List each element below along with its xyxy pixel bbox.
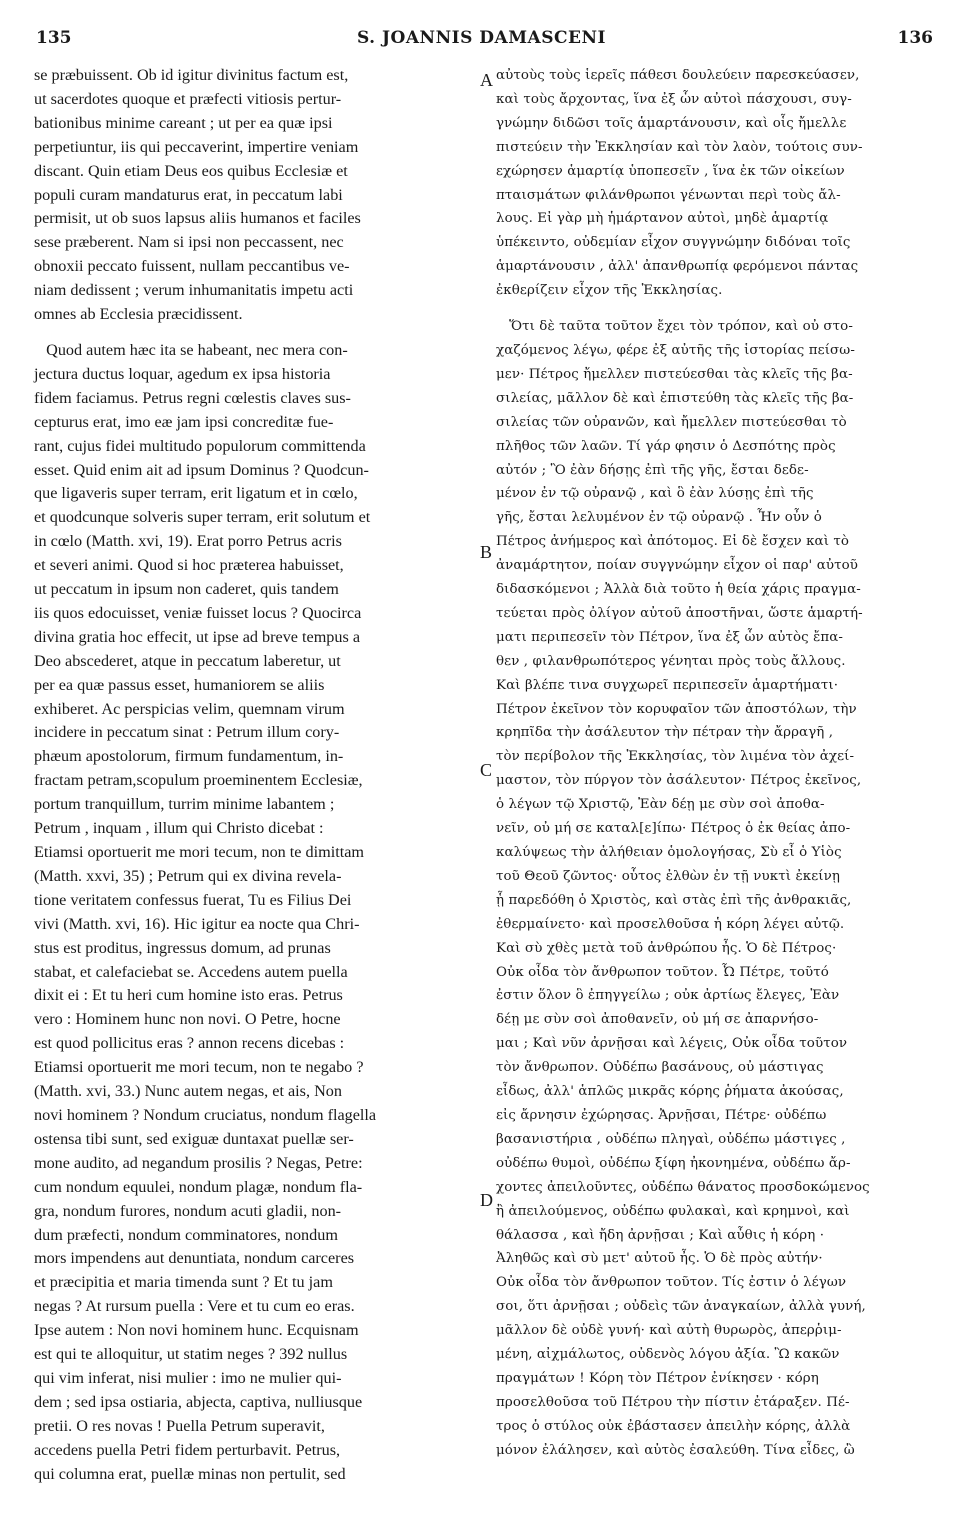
latin-text-line: fidem faciamus. Petrus regni cœlestis claves sus-: [34, 388, 351, 407]
latin-text-line: Deo abscederet, atque in peccatum laberetur, ut: [34, 651, 341, 670]
latin-paragraph2: [34, 339, 476, 1487]
latin-text-line: tione veritatem confessus fuerat, Tu es Filius Dei: [34, 890, 352, 909]
latin-text-line: permisit, ut ob suos lapsus aliis humanos et faciles: [34, 209, 361, 228]
latin-text-line: Etiamsi oportuerit me mori tecum, non te dimittam: [34, 843, 364, 861]
greek-text-line: Καὶ σὺ χθὲς μετὰ τοῦ ἀνθρώπου ἦς. Ὁ δὲ Πέτρος·: [496, 940, 837, 956]
greek-text-line: μαστον, τὸν πύργον τὸν ἀσάλευτον· Πέτρος ἐκεῖνος,: [496, 773, 862, 789]
greek-text-line: Πέτρον ἐκεῖνον τὸν κορυφαῖον τῶν ἀποστόλων, τὴν: [496, 701, 857, 717]
latin-text-line: Quod autem hæc ita se habeant, nec mera con-: [34, 340, 348, 359]
greek-text-line: Οὐκ οἶδα τὸν ἄνθρωπον τοῦτον. Ὦ Πέτρε, τοῦτό: [496, 964, 829, 980]
greek-text-line: προσελθοῦσα τοῦ Πέτρου τὴν πίστιν ἐτάραξεν. Πέ-: [496, 1394, 850, 1410]
greek-paragraph1: [496, 64, 936, 303]
latin-text-line: discant. Quin etiam Deus eos quibus Ecclesiæ et: [34, 161, 348, 180]
latin-text-line: omnes ab Ecclesia præcidissent.: [34, 305, 243, 324]
latin-text-line: que ligaveris super terram, erit ligatum et in cœlo,: [34, 484, 358, 503]
greek-text-line: τοῦ Θεοῦ ζῶντος· οὗτος ἐλθὼν ἐν τῇ νυκτὶ ἐκείνῃ: [496, 868, 840, 884]
greek-text-line: οὐδέπω θυμοὶ, οὐδέπω ξίφη ἠκονημένα, οὐδέπω ἄρ-: [496, 1155, 851, 1171]
latin-text-line: obnoxii peccato fuissent, nullam peccantibus ve-: [34, 257, 350, 276]
latin-column: [34, 64, 476, 1486]
paragraph-gap: [496, 303, 936, 315]
greek-text-line: μόνον ἐλάλησεν, καὶ αὐτὸς ἐσαλεύθη. Τίνα εἶδες, ὢ: [496, 1442, 855, 1458]
greek-text-line: χαζόμενος λέγω, φέρε ἐξ αὐτῆς τῆς ἱστορίας πείσω-: [496, 342, 855, 358]
latin-text-line: gra, nondum furores, nondum acuti gladii, non-: [34, 1201, 342, 1220]
latin-text-line: fractam petram,scopulum proeminentem Ecclesiæ,: [34, 771, 363, 790]
greek-text-line: θεν , φιλανθρωπότερος γένηται πρὸς τοὺς ἄλλους.: [496, 653, 846, 669]
greek-text-line: τρος ὁ στύλος οὐκ ἐβάστασεν ἀπειλὴν κόρης, ἀλλὰ: [496, 1418, 851, 1434]
greek-text-line: ὁ λέγων τῷ Χριστῷ, Ἐὰν δέῃ με σὺν σοὶ ἀποθα-: [496, 797, 825, 813]
latin-text-line: jectura ductus loquar, agedum ex ipsa historia: [34, 364, 331, 383]
margin-marker-b: B: [480, 542, 493, 562]
left-page-number: 135: [36, 28, 72, 48]
greek-text-line: αὐτόν ; Ὃ ἐὰν δήσῃς ἐπὶ τῆς γῆς, ἔσται δεδε-: [496, 462, 809, 478]
greek-text-line: Ἀληθῶς καὶ σὺ μετ' αὐτοῦ ἦς. Ὁ δὲ πρὸς αὐτήν·: [496, 1251, 823, 1267]
greek-text-line: πταισμάτων φιλάνθρωποι γένωνται περὶ τοὺς ἄλ-: [496, 187, 841, 203]
greek-text-line: λους. Εἰ γὰρ μὴ ἡμάρτανον αὐτοὶ, μηδὲ ἁμαρτίᾳ: [496, 211, 829, 227]
greek-text-line: μένη, αἰχμάλωτος, οὐδενὸς λόγου ἀξία. Ὢ κακῶν: [496, 1347, 840, 1363]
latin-text-line: ostensa tibi sunt, sed exiguæ duntaxat puellæ ser-: [34, 1129, 354, 1148]
latin-text-line: accedens puella Petri fidem perturbavit. Petrus,: [34, 1440, 341, 1459]
latin-text-line: Ipse autem : Non novi hominem hunc. Ecquisnam: [34, 1321, 359, 1340]
greek-text-line: σοι, ὅτι ἀρνῇσαι ; οὐδεὶς τῶν ἀναγκαίων, ἀλλὰ γυνή,: [496, 1299, 866, 1315]
greek-text-line: ἢ ἀπειλούμενος, οὐδέπω φυλακαὶ, καὶ κρημνοὶ, καὶ: [496, 1203, 850, 1219]
greek-text-line: ἐκθερίζειν εἶχον τῆς Ἐκκλησίας.: [496, 283, 723, 299]
latin-text-line: (Matth. xvi, 33.) Nunc autem negas, et ais, Non: [34, 1082, 342, 1101]
latin-text-line: et quodcunque solveris super terram, erit solutum et: [34, 508, 371, 527]
latin-text-line: cepturus erat, imo eæ jam ipsi concreditæ fue-: [34, 412, 334, 431]
greek-text-line: διδασκόμενοι ; Ἀλλὰ διὰ τοῦτο ἡ θεία χάρις πραγμα-: [496, 582, 861, 598]
latin-text-line: iis quos edocuisset, veniæ fuisset locus ? Quocirca: [34, 603, 362, 622]
greek-text-line: μᾶλλον δὲ οὐδὲ γυνή· καὶ αὐτὴ θυρωρὸς, ἀπερῥιμ-: [496, 1323, 842, 1339]
greek-text-line: τὸν περίβολον τῆς Ἐκκλησίας, τὸν λιμένα τὸν ἀχεί-: [496, 749, 855, 765]
latin-text-line: est qui te alloquitur, ut statim neges ? 392 nullus: [34, 1345, 348, 1364]
greek-text-line: σιλείας τῶν οὐρανῶν, καὶ ἤμελλεν πιστεύεσθαι τὸ: [496, 414, 847, 430]
latin-text-line: stus est proditus, ingressus domum, ad prunas: [34, 938, 331, 957]
greek-paragraph2: [496, 315, 936, 1463]
latin-text-line: mors impendens aut denuntiata, nondum carceres: [34, 1249, 355, 1268]
latin-text-line: Etiamsi oportuerit me mori tecum, non te negabo ?: [34, 1058, 364, 1077]
greek-text-line: ἐθερμαίνετο· καὶ προσελθοῦσα ἡ κόρη λέγει αὐτῷ.: [496, 916, 845, 932]
latin-text-line: divina gratia hoc effecit, ut ipse ad breve tempus a: [34, 627, 361, 646]
greek-text-line: ἐστιν ὅλον ὃ ἐπηγγείλω ; οὐκ ἀρτίως ἔλεγες, Ἐὰν: [496, 988, 840, 1004]
latin-text-line: ut peccatum in ipsum non caderet, quis tandem: [34, 580, 339, 599]
margin-marker-c: C: [480, 760, 493, 780]
greek-text-line: ἁμαρτάνουσιν , ἀλλ' ἀπανθρωπίᾳ φερόμενοι πάντας: [496, 259, 859, 275]
greek-text-line: σιλείας, μᾶλλον δὲ καὶ ἐπιστεύθη τὰς κλεῖς τῆς βα-: [496, 390, 854, 406]
greek-text-line: ᾗ παρεδόθη ὁ Χριστὸς, καὶ στὰς ἐπὶ τῆς ἀνθρακιᾶς,: [496, 892, 852, 908]
latin-text-line: et præcipitia et maria timenda sunt ? Et tu jam: [34, 1273, 333, 1292]
right-page-number: 136: [897, 28, 933, 48]
latin-text-line: qui columna erat, puellæ minas non pertulit, sed: [34, 1464, 346, 1483]
greek-text-line: κρηπῖδα τὴν ἀσάλευτον τὴν πέτραν τὴν ἄρραγῆ ,: [496, 725, 834, 741]
latin-text-line: ut sacerdotes quoque et præfecti vitiosis pertur-: [34, 89, 342, 108]
latin-text-line: phæum apostolorum, firmum fundamentum, in-: [34, 747, 344, 766]
latin-text-line: dum præfecti, nondum comminatores, nondum: [34, 1225, 338, 1244]
margin-marker-d: D: [480, 1190, 493, 1210]
latin-text-line: esset. Quid enim ait ad ipsum Dominus ? Quodcun-: [34, 460, 369, 479]
latin-text-line: negas ? At rursum puella : Vere et tu cum eo eras.: [34, 1297, 355, 1316]
greek-text-line: Καὶ βλέπε τινα συγχωρεῖ περιπεσεῖν ἁμαρτήματι·: [496, 677, 839, 693]
greek-text-line: πλῆθος τῶν λαῶν. Τί γάρ φησιν ὁ Δεσπότης πρὸς: [496, 438, 836, 454]
greek-text-line: πιστεύειν τὴν Ἐκκλησίαν καὶ τὸν λαὸν, τούτοις συν-: [496, 139, 863, 155]
greek-text-line: ἀναμάρτητον, ποίαν συγγνώμην εἶχον οἱ παρ' αὐτοῦ: [496, 558, 858, 574]
latin-text-line: et severi animi. Quod si hoc præterea habuisset,: [34, 556, 344, 575]
latin-text-line: mone audito, ad negandum prosilis ? Negas, Petre:: [34, 1153, 363, 1172]
latin-text-line: in cœlo (Matth. xvi, 19). Erat porro Petrus acris: [34, 532, 342, 551]
greek-text-line: χοντες ἀπειλοῦντες, οὐδέπω θάνατος προσδοκώμενος: [496, 1179, 870, 1195]
latin-text-line: per ea quæ passus esset, humaniorem se aliis: [34, 675, 325, 694]
latin-text-line: cum nondum equulei, nondum plagæ, nondum fla-: [34, 1177, 363, 1196]
greek-text-line: εἶδως, ἀλλ' ἁπλῶς μικρᾶς κόρης ῥήματα ἀκούσας,: [496, 1084, 844, 1100]
greek-column: [496, 64, 936, 1463]
latin-text-line: Petrum , inquam , illum qui Christo dicebat :: [34, 819, 324, 838]
greek-text-line: Ὅτι δὲ ταῦτα τοῦτον ἔχει τὸν τρόπον, καὶ οὐ στο-: [496, 319, 853, 335]
page-header: [0, 28, 963, 58]
running-title: S. JOANNIS DAMASCENI: [357, 28, 606, 48]
latin-text-line: qui vim inferat, nisi mulier : imo ne mulier qui-: [34, 1368, 342, 1387]
latin-text-line: perpetiuntur, iis qui peccaverint, impertire veniam: [34, 137, 359, 156]
latin-text-line: stabat, et calefaciebat se. Accedens autem puella: [34, 962, 348, 981]
latin-text-line: exhiberet. Ac perspicias velim, quemnam virum: [34, 699, 345, 718]
greek-text-line: θάλασσα , καὶ ἤδη ἀρνῇσαι ; Καὶ αὖθις ἡ κόρη ·: [496, 1227, 825, 1243]
latin-text-line: est quod pollicitus eras ? annon recens dicebas :: [34, 1034, 345, 1053]
margin-marker-a: A: [480, 70, 493, 90]
greek-text-line: καὶ τοὺς ἄρχοντας, ἵνα ἐξ ὧν αὐτοὶ πάσχουσι, συγ-: [496, 91, 852, 107]
greek-text-line: τὸν ἄνθρωπον. Οὐδέπω βασάνους, οὐ μάστιγας: [496, 1060, 824, 1076]
latin-text-line: sese præberent. Nam si ipsi non peccassent, nec: [34, 233, 344, 252]
greek-text-line: μεν· Πέτρος ἤμελλεν πιστεύεσθαι τὰς κλεῖς τῆς βα-: [496, 366, 853, 382]
greek-text-line: βασανιστήρια , οὐδέπω πληγαὶ, οὐδέπω μάστιγες ,: [496, 1131, 846, 1147]
latin-text-line: rant, cujus fidei multitudo populorum committenda: [34, 436, 366, 455]
latin-text-line: se præbuissent. Ob id igitur divinitus factum est,: [34, 66, 349, 84]
greek-text-line: γνώμην διδῶσι τοῖς ἁμαρτάνουσιν, καὶ οἷς ἤμελλε: [496, 115, 847, 131]
latin-text-line: niam dedissent ; verum inhumanitatis impetu acti: [34, 281, 354, 300]
greek-text-line: μένον ἐν τῷ οὐρανῷ , καὶ ὃ ἐὰν λύσῃς ἐπὶ τῆς: [496, 486, 814, 502]
latin-text-line: populi curam mandaturus erat, in peccatum labi: [34, 185, 343, 204]
greek-text-line: τεύεται πρὸς ὀλίγον αὐτοῦ ἀποστῆναι, ὥστε ἁμαρτή-: [496, 605, 863, 621]
greek-text-line: Πέτρος ἀνήμερος καὶ ἀπότομος. Εἰ δὲ ἔσχεν καὶ τὸ: [496, 534, 850, 550]
greek-text-line: εχώρησεν ἁμαρτίᾳ ὑποπεσεῖν , ἵνα ἐκ τῶν οἰκείων: [496, 163, 845, 179]
greek-text-line: γῆς, ἔσται λελυμένον ἐν τῷ οὐρανῷ . Ἦν οὖν ὁ: [496, 510, 822, 526]
greek-text-line: Οὐκ οἶδα τὸν ἄνθρωπον τοῦτον. Τίς ἐστιν ὁ λέγων: [496, 1275, 847, 1291]
paragraph-gap: [34, 327, 476, 339]
greek-text-line: ὑπέκειντο, οὐδεμίαν εἶχον συγγνώμην διδόναι τοῖς: [496, 235, 851, 251]
greek-text-line: νεῖν, οὐ μή σε καταλ[ε]ίπω· Πέτρος ὁ ἐκ θείας ἀπο-: [496, 821, 851, 837]
latin-text-line: dixit ei : Et tu heri cum homine isto eras. Petrus: [34, 986, 343, 1005]
greek-text-line: πραγμάτων ! Κόρη τὸν Πέτρον ἐνίκησεν · κόρη: [496, 1370, 819, 1386]
greek-text-line: καλύψεως τὴν ἀλήθειαν ὁμολογήσας, Σὺ εἶ ὁ Υἱὸς: [496, 845, 842, 860]
latin-text-line: (Matth. xxvi, 35) ; Petrum qui ex divina revela-: [34, 866, 342, 885]
greek-text-line: ματι περιπεσεῖν τὸν Πέτρον, ἵνα ἐξ ὧν αὐτὸς ἔπα-: [496, 629, 844, 645]
greek-text-line: εἰς ἄρνησιν ἐχώρησας. Ἀρνῇσαι, Πέτρε· οὐδέπω: [496, 1107, 827, 1123]
latin-text-line: vero : Hominem hunc non novi. O Petre, hocne: [34, 1010, 341, 1029]
greek-text-line: αὐτοὺς τοὺς ἱερεῖς πάθεσι δουλεύειν παρεσκεύασεν,: [496, 68, 860, 83]
latin-text-line: vivi (Matth. xvi, 16). Hic igitur ea nocte qua Chri-: [34, 914, 360, 933]
latin-paragraph1: [34, 64, 476, 327]
greek-text-line: μαι ; Καὶ νῦν ἀρνῇσαι καὶ λέγεις, Οὐκ οἶδα τοῦτον: [496, 1036, 848, 1052]
latin-text-line: pretii. O res novas ! Puella Petrum superavit,: [34, 1416, 325, 1435]
latin-text-line: incidere in peccatum sinat : Petrum illum cory-: [34, 723, 340, 742]
latin-text-line: bationibus minime careant ; ut per ea quæ ipsi: [34, 113, 333, 132]
greek-text-line: δέῃ με σὺν σοὶ ἀποθανεῖν, οὐ μή σε ἀπαρνήσο-: [496, 1012, 819, 1028]
latin-text-line: dem ; sed ipsa ostiaria, abjecta, captiva, nulliusque: [34, 1392, 363, 1411]
latin-text-line: portum tranquillum, turrim minime labantem ;: [34, 795, 335, 814]
latin-text-line: novi hominem ? Nondum cruciatus, nondum flagella: [34, 1105, 377, 1124]
